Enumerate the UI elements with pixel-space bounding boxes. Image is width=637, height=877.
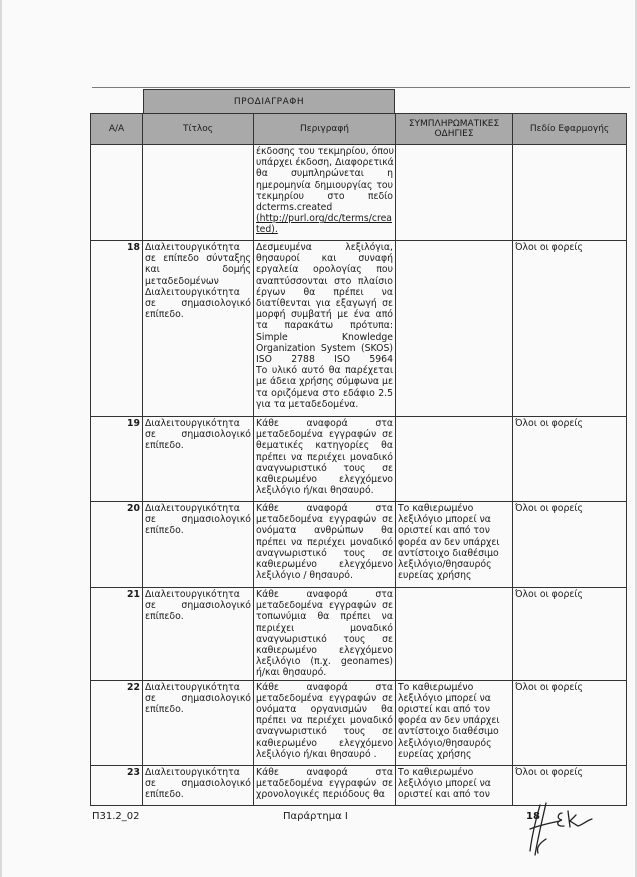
spec-group-header: ΠΡΟΔΙΑΓΡΑΦΗ [143,89,395,114]
row-guidance: Το καθιερωμένο λεξιλόγιο μπορεί να οριστεί και από τον φορέα αν δεν υπάρχει αντίστοιχο διαθέσιμο λεξιλόγιο/θησαυρός ευρείας χρήσης [396,680,513,765]
row-title: Διαλειτουργικότητα σε επίπεδο σύνταξης και δομής μεταδεδομένων Διαλειτουργικότητα σε σημασιολογικό επίπεδο. [143,241,254,417]
row-scope [513,145,627,241]
row-title: Διαλειτουργικότητα σε σημασιολογικό επίπεδο. [143,417,254,502]
table-header-row [91,114,627,145]
description-line: θα συμπληρώνεται η [256,168,393,180]
description-line: Κάθε αναφορά στα [256,681,393,693]
description-line: καθιερωμένο ελεγχόμενο [256,559,393,571]
description-line: μορφή συμβατή με ένα από [256,309,393,321]
description-line: για τα μεταδεδομένα. [256,398,359,410]
row-number: 18 [91,241,143,417]
row-number: 20 [91,502,143,588]
row-scope: Όλοι οι φορείς [513,680,627,765]
description-line: αναγνωριστικό τους σε [256,726,393,738]
description-line: μεταδεδομένα εγγραφών σε [256,692,393,704]
row-guidance: Το καθιερωμένο λεξιλόγιο μπορεί να οριστεί και από τον φορέα αν δεν υπάρχει αντίστοιχο διαθέσιμο λεξιλόγιο/θησαυρός ευρείας χρήσης [396,502,513,588]
description-line: χρονολογικές περιόδους θα [256,789,385,801]
description-line: με άδεια χρήσης σύμφωνα με [256,376,393,388]
row-scope: Όλοι οι φορείς [513,765,627,805]
description-line: έκδοσης του τεκμηρίου, όπου [256,146,394,157]
row-title: Διαλειτουργικότητα σε σημασιολογικό επίπεδο. [143,502,254,588]
description-line: τα οριζόμενα στο εδάφιο 2.5 [256,387,393,399]
description-line: Κάθε αναφορά στα [256,503,393,514]
row-description [254,680,396,765]
description-line: πρέπει να περιέχει μοναδικό [256,715,393,727]
description-line: υπάρχει έκδοση, Διαφορετικά [256,157,394,169]
row-number: 23 [91,765,143,805]
col-header-description: Περιγραφή [254,114,396,145]
row-guidance [396,241,513,417]
col-header-guidance: ΣΥΜΠΛΗΡΩΜΑΤΙΚΕΣ ΟΔΗΓΙΕΣ [396,114,513,145]
row-title: Διαλειτουργικότητα σε σημασιολογικό επίπεδο. [143,680,254,765]
description-line: ονόματα ανθρώπων θα [256,525,393,537]
description-line: Δεσμευμένα λεξιλόγια, [256,242,393,253]
row-description [254,241,396,417]
description-line: ή/και θησαυρό. [256,667,327,679]
table-row [91,241,627,417]
row-number [91,145,143,241]
table-row [91,502,627,588]
description-line: λεξιλόγιο ή/και θησαυρό. [256,485,374,497]
description-line: έργων θα πρέπει να [256,286,393,298]
description-line: λεξιλόγιο ή/και θησαυρό . [256,748,377,760]
description-line: τοπωνύμια θα πρέπει να [256,611,393,623]
row-guidance [396,417,513,502]
row-description [254,502,396,588]
description-line: Simple Knowledge [256,331,393,343]
description-line: καθιερωμένο ελεγχόμενο [256,645,393,657]
description-line: πρέπει να περιέχει μοναδικό [256,536,393,548]
description-line: εργαλεία ορολογίας που [256,264,393,276]
description-line: αναγνωριστικό τους σε [256,547,393,559]
description-line: Organization System (SKOS) [256,342,393,354]
description-line: μεταδεδομένα εγγραφών σε [256,429,393,441]
footer-page-number: 18 [526,811,540,822]
top-rule [92,87,630,88]
description-line: ονόματα οργανισμών θα [256,704,393,716]
row-guidance: Το καθιερωμένο λεξιλόγιο μπορεί να οριστεί και από τον [396,765,513,805]
description-line: μεταδεδομένα εγγραφών σε [256,777,393,789]
description-line: dcterms.created [256,202,333,214]
col-header-number: Α/Α [91,114,143,145]
row-title: Διαλειτουργικότητα σε σημασιολογικό επίπεδο. [143,588,254,681]
description-line: μεταδεδομένα εγγραφών σε [256,600,393,612]
table-row [91,417,627,502]
row-description [254,765,396,805]
row-title [143,145,254,241]
description-line: μεταδεδομένα εγγραφών σε [256,514,393,526]
row-number: 21 [91,588,143,681]
description-line: αναγνωριστικό τους σε [256,462,393,474]
description-line: ISO 2788 ISO 5964 [256,354,393,366]
description-line: θησαυροί και συναφή [256,253,393,265]
row-number: 22 [91,680,143,765]
description-line: Κάθε αναφορά στα [256,418,393,429]
handwritten-signature [526,799,596,859]
description-line: τα παρακάτω πρότυπα: [256,320,393,332]
row-description [254,588,396,681]
description-link[interactable]: (http://purl.org/dc/terms/created). [256,213,392,236]
description-line: Κάθε αναφορά στα [256,766,393,778]
col-header-scope: Πεδίο Εφαρμογής [513,114,627,145]
description-line: λεξιλόγιο (π.χ. geonames) [256,656,393,668]
description-line: Το υλικό αυτό θα παρέχεται [256,365,393,377]
description-line: αναγνωριστικό τους σε [256,633,393,645]
description-line: λεξιλόγιο / θησαυρό. [256,570,353,582]
description-line: Κάθε αναφορά στα [256,589,393,600]
description-line: αναπτύσσονται στο πλαίσιο [256,275,393,287]
footer-section: Παράρτημα Ι [283,811,348,822]
description-line: καθιερωμένο ελεγχόμενο [256,737,393,749]
description-line: θεματικές κατηγορίες θα [256,440,393,452]
row-description [254,145,396,241]
row-scope: Όλοι οι φορείς [513,588,627,681]
col-header-title: Τίτλος [143,114,254,145]
table-row [91,588,627,681]
specification-table [90,113,627,806]
description-line: ημερομηνία δημιουργίας του [256,179,393,191]
description-line: τεκμηρίου στο πεδίο [256,190,393,202]
row-description [254,417,396,502]
row-scope: Όλοι οι φορείς [513,417,627,502]
row-guidance [396,588,513,681]
row-number: 19 [91,417,143,502]
table-row [91,680,627,765]
row-guidance [396,145,513,241]
description-line: καθιερωμένο ελεγχόμενο [256,474,393,486]
row-title: Διαλειτουργικότητα σε σημασιολογικό επίπεδο. [143,765,254,805]
footer-doc-code: Π31.2_02 [92,811,140,822]
row-scope: Όλοι οι φορείς [513,241,627,417]
description-line: διατίθενται για εξαγωγή σε [256,298,393,310]
description-line: πρέπει να περιέχει μοναδικό [256,451,393,463]
row-scope: Όλοι οι φορείς [513,502,627,588]
description-line: περιέχει μοναδικό [256,622,393,634]
table-row [91,145,627,241]
